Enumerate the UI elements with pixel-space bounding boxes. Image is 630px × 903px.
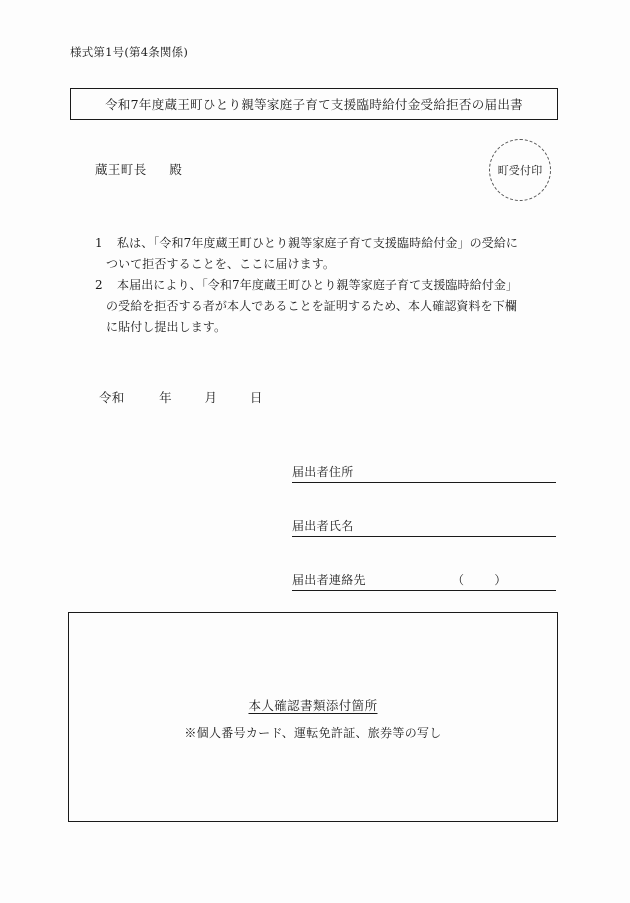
addressee-honorific: 殿 — [169, 162, 183, 177]
phone-open-paren: （ — [452, 573, 465, 587]
identity-document-attachment-box[interactable] — [68, 612, 558, 822]
attachment-title-wrap — [69, 695, 557, 714]
addressee-name: 蔵王町長 — [95, 162, 147, 177]
receipt-seal-area — [489, 139, 551, 201]
applicant-name-field[interactable] — [292, 517, 556, 537]
statement-2-number: 2 — [95, 278, 103, 292]
statement-1-line-2 — [95, 254, 565, 275]
statement-2-text-2: の受給を拒否する者が本人であることを証明するため、本人確認資料を下欄 — [106, 299, 517, 313]
document-title-box — [70, 88, 558, 120]
applicant-contact-label: 届出者連絡先 — [292, 573, 366, 587]
date-entry-line[interactable] — [99, 388, 263, 406]
statement-2-text-1: 本届出により、「令和7年度蔵王町ひとり親等家庭子育て支援臨時給付金」 — [117, 278, 519, 292]
applicant-phone-parentheses — [452, 571, 507, 588]
statement-item-1 — [95, 233, 565, 275]
statement-1-text-1: 私は、「令和7年度蔵王町ひとり親等家庭子育て支援臨時給付金」の受給に — [117, 236, 519, 250]
applicant-name-label: 届出者氏名 — [292, 519, 354, 533]
applicant-contact-field[interactable] — [292, 571, 556, 591]
statement-1-line-1 — [95, 233, 565, 254]
applicant-address-field[interactable] — [292, 463, 556, 483]
statement-1-number: 1 — [95, 236, 103, 250]
statement-2-line-1 — [95, 275, 565, 296]
statement-1-text-2: ついて拒否することを、ここに届けます。 — [106, 257, 335, 271]
date-year-unit: 年 — [159, 390, 172, 405]
phone-close-paren: ） — [494, 573, 507, 587]
statements-block — [95, 233, 565, 338]
statement-item-2 — [95, 275, 565, 338]
date-month-unit: 月 — [204, 390, 218, 405]
receipt-seal-label: 町受付印 — [497, 164, 543, 177]
attachment-instructions — [69, 695, 557, 741]
applicant-address-label: 届出者住所 — [292, 465, 354, 479]
document-title: 令和7年度蔵王町ひとり親等家庭子育て支援臨時給付金受給拒否の届出書 — [105, 97, 523, 112]
form-number-label: 様式第1号(第4条関係) — [70, 45, 189, 59]
date-day-unit: 日 — [249, 390, 263, 405]
statement-2-text-3: に貼付し提出します。 — [106, 320, 227, 334]
statement-2-line-3 — [95, 317, 565, 338]
date-era-label: 令和 — [99, 390, 125, 405]
attachment-title: 本人確認書類添付箇所 — [248, 698, 378, 713]
statement-2-line-2 — [95, 296, 565, 317]
addressee-line — [95, 160, 182, 178]
attachment-note: ※個人番号カード、運転免許証、旅券等の写し — [184, 726, 442, 740]
